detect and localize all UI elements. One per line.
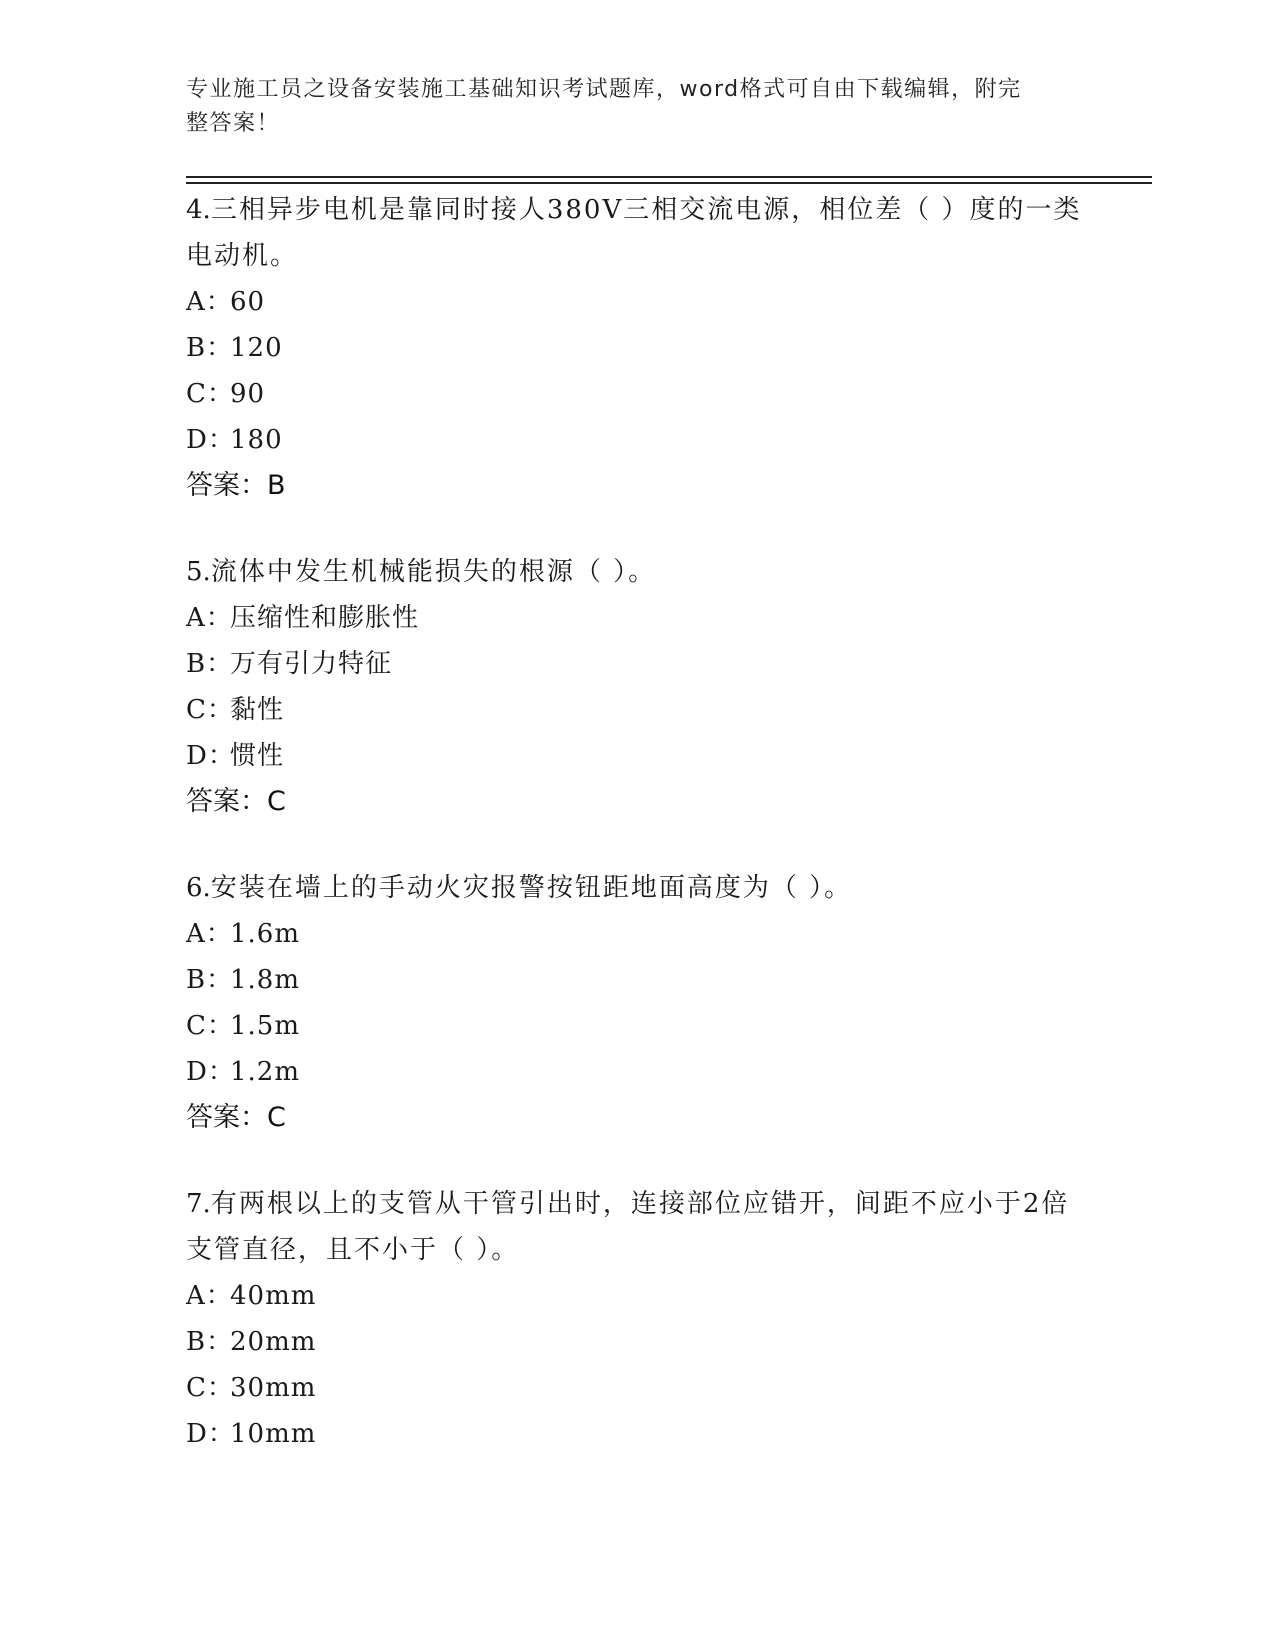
option-value: 1.6m — [230, 919, 301, 949]
option-c — [186, 687, 1086, 733]
option-key: B： — [186, 333, 234, 363]
question-number: 6. — [186, 873, 211, 903]
option-key: C： — [186, 1011, 234, 1041]
question-text — [186, 549, 1086, 595]
option-value: 20mm — [230, 1327, 317, 1357]
question-stem: 三相异步电机是靠同时接人380V三相交流电源，相位差（ ）度的一类电动机。 — [186, 195, 1082, 271]
question-4 — [186, 187, 1086, 509]
question-spacer — [186, 825, 1086, 865]
option-value: 120 — [230, 333, 283, 363]
question-text — [186, 1181, 1086, 1273]
question-number: 5. — [186, 557, 211, 587]
option-value: 60 — [230, 287, 266, 317]
question-spacer — [186, 1141, 1086, 1181]
option-key: C： — [186, 695, 234, 725]
option-a — [186, 279, 1086, 325]
option-key: A： — [186, 919, 233, 949]
answer-line: 答案：B — [186, 470, 286, 501]
question-number: 4. — [186, 195, 211, 225]
option-key: A： — [186, 603, 233, 633]
option-b — [186, 641, 1086, 687]
option-value: 1.2m — [230, 1057, 301, 1087]
document-header — [186, 73, 1086, 141]
option-key: A： — [186, 1281, 233, 1311]
header-divider-bottom — [186, 182, 1152, 184]
question-spacer — [186, 509, 1086, 549]
option-value: 黏性 — [230, 695, 285, 725]
question-text — [186, 865, 1086, 911]
option-value: 万有引力特征 — [230, 649, 393, 679]
option-d — [186, 417, 1086, 463]
question-stem: 流体中发生机械能损失的根源（ ）。 — [210, 557, 657, 587]
option-key: A： — [186, 287, 233, 317]
option-key: D： — [186, 425, 235, 455]
option-value: 30mm — [230, 1373, 317, 1403]
option-b — [186, 325, 1086, 371]
question-number: 7. — [186, 1189, 211, 1219]
option-key: C： — [186, 1373, 234, 1403]
option-value: 1.8m — [230, 965, 301, 995]
header-line-1: 专业施工员之设备安装施工基础知识考试题库，word格式可自由下载编辑，附完 — [186, 77, 1022, 102]
option-value: 压缩性和膨胀性 — [230, 603, 420, 633]
answer-line: 答案：C — [186, 1102, 286, 1133]
question-7 — [186, 1181, 1086, 1457]
option-key: C： — [186, 379, 234, 409]
option-key: D： — [186, 1057, 235, 1087]
option-key: D： — [186, 1419, 235, 1449]
option-value: 40mm — [230, 1281, 317, 1311]
header-divider-top — [186, 176, 1152, 178]
option-value: 1.5m — [230, 1011, 301, 1041]
option-d — [186, 1411, 1086, 1457]
header-line-2: 整答案！ — [186, 111, 281, 136]
answer-line: 答案：C — [186, 786, 286, 817]
question-text — [186, 187, 1086, 279]
option-d — [186, 733, 1086, 779]
option-c — [186, 1003, 1086, 1049]
option-a — [186, 911, 1086, 957]
option-key: B： — [186, 965, 234, 995]
option-key: B： — [186, 649, 234, 679]
option-d — [186, 1049, 1086, 1095]
option-c — [186, 1365, 1086, 1411]
option-value: 90 — [230, 379, 266, 409]
question-5 — [186, 549, 1086, 825]
option-key: B： — [186, 1327, 234, 1357]
option-value: 惯性 — [230, 741, 285, 771]
option-value: 10mm — [230, 1419, 317, 1449]
option-b — [186, 957, 1086, 1003]
question-list — [186, 187, 1086, 1457]
option-key: D： — [186, 741, 235, 771]
question-stem: 有两根以上的支管从干管引出时，连接部位应错开，间距不应小于2倍支管直径，且不小于（ ）。 — [186, 1189, 1070, 1265]
option-a — [186, 1273, 1086, 1319]
option-value: 180 — [230, 425, 283, 455]
option-b — [186, 1319, 1086, 1365]
option-a — [186, 595, 1086, 641]
option-c — [186, 371, 1086, 417]
question-6 — [186, 865, 1086, 1141]
question-stem: 安装在墙上的手动火灾报警按钮距地面高度为（ ）。 — [210, 873, 853, 903]
